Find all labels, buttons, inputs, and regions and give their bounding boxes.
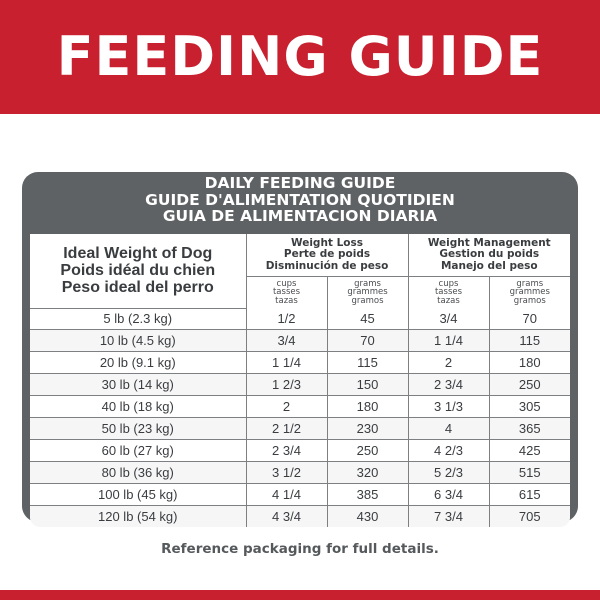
mgmt-cups-cell: 3 1/3	[408, 396, 489, 418]
unit-cups-fr: tasses	[272, 287, 301, 298]
mgmt-grams-cell: 305	[489, 396, 570, 418]
mgmt-cups-cell: 6 3/4	[408, 483, 489, 505]
table-row	[30, 483, 570, 505]
loss-cups-cell: 2 1/2	[246, 417, 327, 439]
table-row	[30, 461, 570, 483]
mgmt-grams-cell: 115	[489, 330, 570, 352]
loss-grams-cell: 385	[327, 483, 408, 505]
weight-cell: 40 lb (18 kg)	[30, 396, 246, 418]
mgmt-cups-cell: 1 1/4	[408, 330, 489, 352]
panel-title-line-es: GUIA DE ALIMENTACION DIARIA	[162, 207, 438, 225]
panel-title-line-fr: GUIDE D'ALIMENTATION QUOTIDIEN	[145, 190, 455, 209]
loss-grams-cell: 250	[327, 439, 408, 461]
loss-grams-cell: 320	[327, 461, 408, 483]
loss-cups-cell: 4 3/4	[246, 505, 327, 527]
weight-cell: 120 lb (54 kg)	[30, 505, 246, 527]
mgmt-grams-cell: 180	[489, 352, 570, 374]
mgmt-cups-cell: 2	[408, 352, 489, 374]
weight-management-en: Weight Management	[427, 236, 551, 249]
mgmt-cups-cell: 2 3/4	[408, 374, 489, 396]
loss-grams-cell: 180	[327, 396, 408, 418]
mgmt-cups-cell: 4 2/3	[408, 439, 489, 461]
mgmt-cups-cell: 3/4	[408, 308, 489, 330]
table-row	[30, 417, 570, 439]
unit-cups-en: cups	[438, 278, 459, 289]
table-row	[30, 352, 570, 374]
unit-grams-es: gramos	[351, 295, 384, 306]
weight-loss-en: Weight Loss	[291, 236, 363, 249]
loss-grams-cell: 430	[327, 505, 408, 527]
unit-grams-es: gramos	[513, 295, 546, 306]
weight-cell: 20 lb (9.1 kg)	[30, 352, 246, 374]
table-row	[30, 374, 570, 396]
weight-loss-header	[246, 234, 408, 277]
mgmt-cups-header	[408, 277, 489, 308]
unit-grams-fr: grammes	[347, 287, 388, 298]
unit-grams-fr: grammes	[509, 287, 550, 298]
loss-grams-cell: 115	[327, 352, 408, 374]
loss-grams-cell: 230	[327, 417, 408, 439]
loss-grams-cell: 150	[327, 374, 408, 396]
loss-cups-cell: 1 2/3	[246, 374, 327, 396]
table-row	[30, 330, 570, 352]
loss-cups-cell: 3 1/2	[246, 461, 327, 483]
mgmt-cups-cell: 7 3/4	[408, 505, 489, 527]
loss-grams-header	[327, 277, 408, 308]
table-row	[30, 396, 570, 418]
weight-cell: 60 lb (27 kg)	[30, 439, 246, 461]
mgmt-grams-cell: 705	[489, 505, 570, 527]
weight-management-header	[408, 234, 570, 277]
mgmt-cups-cell: 4	[408, 417, 489, 439]
mgmt-cups-cell: 5 2/3	[408, 461, 489, 483]
unit-cups-en: cups	[276, 278, 297, 289]
unit-grams-en: grams	[354, 278, 381, 289]
reference-note: Reference packaging for full details.	[161, 541, 439, 557]
weight-loss-fr: Perte de poids	[283, 248, 371, 261]
weight-cell: 30 lb (14 kg)	[30, 374, 246, 396]
weight-header-fr: Poids idéal du chien	[60, 262, 216, 280]
weight-cell: 100 lb (45 kg)	[30, 483, 246, 505]
weight-header-es: Peso ideal del perro	[61, 279, 214, 297]
mgmt-grams-cell: 515	[489, 461, 570, 483]
unit-cups-es: tazas	[437, 295, 460, 306]
header-banner	[0, 0, 600, 114]
mgmt-grams-header	[489, 277, 570, 308]
weight-cell: 5 lb (2.3 kg)	[30, 308, 246, 330]
loss-cups-cell: 4 1/4	[246, 483, 327, 505]
weight-management-fr: Gestion du poids	[439, 248, 540, 261]
mgmt-grams-cell: 365	[489, 417, 570, 439]
weight-header-en: Ideal Weight of Dog	[63, 245, 213, 263]
loss-cups-cell: 1/2	[246, 308, 327, 330]
feeding-table	[30, 234, 570, 527]
weight-cell: 10 lb (4.5 kg)	[30, 330, 246, 352]
weight-management-es: Manejo del peso	[440, 259, 538, 272]
page-title: FEEDING GUIDE	[56, 25, 544, 88]
mgmt-grams-cell: 615	[489, 483, 570, 505]
loss-cups-header	[246, 277, 327, 308]
mgmt-grams-cell: 250	[489, 374, 570, 396]
panel-title-line-en: DAILY FEEDING GUIDE	[204, 174, 396, 192]
weight-loss-es: Disminución de peso	[265, 259, 389, 272]
mgmt-grams-cell: 70	[489, 308, 570, 330]
weight-cell: 50 lb (23 kg)	[30, 417, 246, 439]
loss-cups-cell: 1 1/4	[246, 352, 327, 374]
panel-title	[22, 175, 578, 225]
unit-cups-es: tazas	[275, 295, 298, 306]
loss-cups-cell: 3/4	[246, 330, 327, 352]
mgmt-grams-cell: 425	[489, 439, 570, 461]
loss-cups-cell: 2	[246, 396, 327, 418]
loss-cups-cell: 2 3/4	[246, 439, 327, 461]
loss-grams-cell: 70	[327, 330, 408, 352]
unit-cups-fr: tasses	[434, 287, 463, 298]
table-row	[30, 505, 570, 527]
unit-grams-en: grams	[516, 278, 544, 289]
table-row	[30, 439, 570, 461]
table-row	[30, 308, 570, 330]
bottom-accent-bar	[0, 590, 600, 600]
weight-cell: 80 lb (36 kg)	[30, 461, 246, 483]
loss-grams-cell: 45	[327, 308, 408, 330]
weight-column-header	[30, 234, 246, 308]
